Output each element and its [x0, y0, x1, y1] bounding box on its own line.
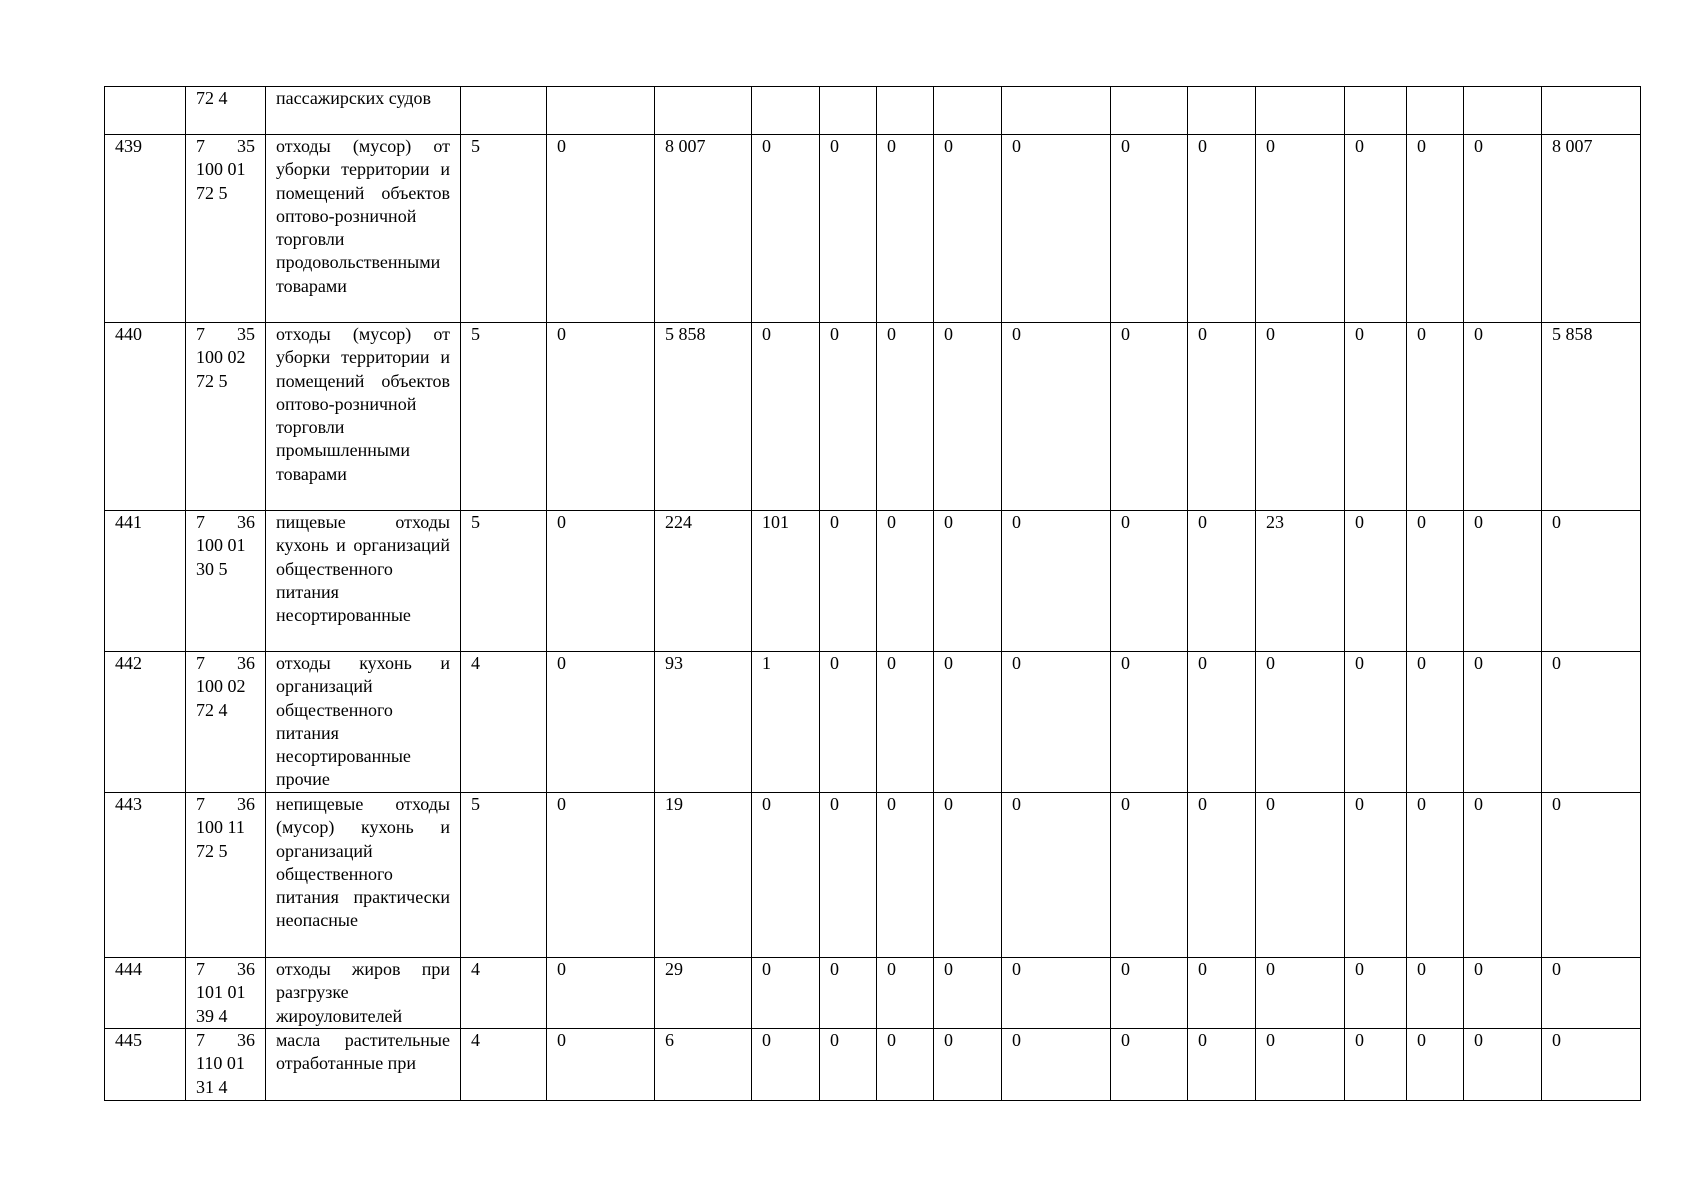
waste-name-cell [266, 511, 461, 652]
waste-name-cell [266, 793, 461, 958]
row-number-cell: 441 [105, 511, 186, 652]
waste-name-text: масла растительные отработанные при [276, 1030, 450, 1074]
value-cell: 0 [934, 323, 1002, 511]
code-line: 72 5 [196, 182, 228, 203]
waste-name-text: отходы (мусор) от уборки территории и помещений объектов оптово-розничной торговли продовольственными товарами [276, 136, 450, 296]
code-part: 7 [196, 959, 205, 979]
value-cell: 0 [1464, 1029, 1542, 1101]
value-cell: 0 [1542, 511, 1641, 652]
value-cell: 0 [1542, 793, 1641, 958]
value-cell: 29 [655, 958, 752, 1029]
value-cell: 5 858 [655, 323, 752, 511]
value-cell: 0 [1111, 958, 1188, 1029]
value-cell: 0 [1464, 511, 1542, 652]
value-cell: 0 [1256, 135, 1345, 323]
value-cell: 0 [1002, 652, 1111, 793]
value-cell: 0 [547, 958, 655, 1029]
waste-name-text: отходы кухонь и организаций общественного питания несортированные прочие [276, 653, 450, 790]
code-part: 7 [196, 512, 205, 532]
value-cell: 0 [1002, 793, 1111, 958]
value-cell: 0 [1345, 958, 1407, 1029]
code-part: 7 [196, 324, 205, 344]
value-cell: 0 [1256, 323, 1345, 511]
code-line [196, 1029, 255, 1052]
value-cell: 0 [1111, 511, 1188, 652]
code-part: 36 [237, 1030, 255, 1050]
value-cell: 0 [1542, 1029, 1641, 1101]
value-cell: 0 [1345, 793, 1407, 958]
value-cell: 0 [1542, 652, 1641, 793]
value-cell: 8 007 [1542, 135, 1641, 323]
value-cell: 0 [1002, 1029, 1111, 1101]
waste-name-text: отходы жиров при разгрузке жироуловителей [276, 959, 450, 1026]
value-cell: 0 [1464, 135, 1542, 323]
value-cell: 0 [1188, 511, 1256, 652]
value-cell: 19 [655, 793, 752, 958]
value-cell: 0 [547, 511, 655, 652]
code-part: 7 [196, 136, 205, 156]
value-cell: 0 [877, 652, 934, 793]
value-cell: 0 [820, 1029, 877, 1101]
value-cell [1542, 87, 1641, 135]
row-number-cell: 445 [105, 1029, 186, 1101]
value-cell: 0 [1464, 652, 1542, 793]
code-part: 7 [196, 794, 205, 814]
value-cell [1111, 87, 1188, 135]
code-part: 36 [237, 959, 255, 979]
value-cell: 0 [1188, 135, 1256, 323]
value-cell: 23 [1256, 511, 1345, 652]
code-part: 35 [237, 136, 255, 156]
value-cell: 0 [1111, 323, 1188, 511]
value-cell: 5 [461, 135, 547, 323]
value-cell: 0 [877, 323, 934, 511]
table-body [105, 87, 1641, 1101]
waste-name-cell [266, 652, 461, 793]
value-cell [752, 87, 820, 135]
waste-code-cell [186, 87, 266, 135]
value-cell: 0 [1345, 135, 1407, 323]
value-cell: 0 [877, 958, 934, 1029]
value-cell: 93 [655, 652, 752, 793]
value-cell [1407, 87, 1464, 135]
value-cell [877, 87, 934, 135]
table-row [105, 1029, 1641, 1101]
value-cell: 0 [820, 958, 877, 1029]
value-cell: 0 [820, 323, 877, 511]
value-cell: 0 [1111, 793, 1188, 958]
row-number-cell: 442 [105, 652, 186, 793]
value-cell: 0 [1407, 323, 1464, 511]
value-cell: 0 [1111, 652, 1188, 793]
waste-name-text: отходы (мусор) от уборки территории и помещений объектов оптово-розничной торговли промышленными товарами [276, 324, 450, 484]
value-cell: 0 [547, 1029, 655, 1101]
value-cell: 0 [547, 323, 655, 511]
value-cell [1345, 87, 1407, 135]
value-cell: 0 [1002, 323, 1111, 511]
waste-code-cell [186, 793, 266, 958]
value-cell [461, 87, 547, 135]
code-part: 7 [196, 653, 205, 673]
waste-name-cell [266, 135, 461, 323]
table-row [105, 652, 1641, 793]
code-line [196, 652, 255, 675]
value-cell: 0 [547, 793, 655, 958]
value-cell: 0 [820, 511, 877, 652]
value-cell: 0 [820, 652, 877, 793]
value-cell [820, 87, 877, 135]
code-line: 100 11 [196, 817, 245, 838]
waste-name-text: пассажирских судов [276, 88, 432, 108]
value-cell: 0 [1256, 958, 1345, 1029]
table-row [105, 87, 1641, 135]
table-row [105, 793, 1641, 958]
code-part: 35 [237, 324, 255, 344]
row-number-cell: 439 [105, 135, 186, 323]
value-cell: 0 [1345, 1029, 1407, 1101]
code-line: 30 5 [196, 558, 228, 579]
value-cell: 0 [1407, 652, 1464, 793]
value-cell: 0 [1345, 511, 1407, 652]
value-cell: 0 [877, 1029, 934, 1101]
waste-name-cell [266, 87, 461, 135]
value-cell: 0 [934, 652, 1002, 793]
value-cell: 0 [1407, 958, 1464, 1029]
code-line [196, 793, 255, 816]
code-line [196, 511, 255, 534]
value-cell: 0 [1345, 652, 1407, 793]
waste-name-cell [266, 958, 461, 1029]
value-cell: 0 [877, 135, 934, 323]
value-cell: 0 [1464, 323, 1542, 511]
waste-code-cell [186, 511, 266, 652]
value-cell: 0 [752, 1029, 820, 1101]
table-row [105, 135, 1641, 323]
value-cell: 0 [1256, 1029, 1345, 1101]
waste-code-cell [186, 135, 266, 323]
value-cell: 5 [461, 511, 547, 652]
code-part: 36 [237, 512, 255, 532]
value-cell: 0 [1002, 135, 1111, 323]
value-cell: 0 [752, 958, 820, 1029]
value-cell: 6 [655, 1029, 752, 1101]
code-line: 100 02 [196, 347, 246, 368]
waste-name-cell [266, 1029, 461, 1101]
code-part: 7 [196, 1030, 205, 1050]
code-line: 72 4 [196, 699, 228, 720]
row-number-cell: 440 [105, 323, 186, 511]
value-cell: 4 [461, 652, 547, 793]
value-cell: 0 [1407, 511, 1464, 652]
row-number-cell [105, 87, 186, 135]
value-cell [1002, 87, 1111, 135]
value-cell: 0 [547, 652, 655, 793]
value-cell: 0 [1188, 323, 1256, 511]
value-cell: 0 [934, 1029, 1002, 1101]
value-cell: 0 [1256, 793, 1345, 958]
value-cell: 0 [820, 135, 877, 323]
value-cell: 0 [877, 511, 934, 652]
value-cell [1256, 87, 1345, 135]
value-cell [1188, 87, 1256, 135]
waste-table [104, 86, 1641, 1101]
value-cell: 0 [1111, 135, 1188, 323]
waste-code-cell [186, 652, 266, 793]
value-cell: 0 [934, 135, 1002, 323]
value-cell [1464, 87, 1542, 135]
value-cell: 0 [1188, 652, 1256, 793]
row-number-cell: 443 [105, 793, 186, 958]
value-cell: 0 [877, 793, 934, 958]
value-cell: 0 [1542, 958, 1641, 1029]
value-cell: 224 [655, 511, 752, 652]
value-cell: 0 [752, 793, 820, 958]
waste-name-text: непищевые отходы (мусор) кухонь и организаций общественного питания практически неопасные [276, 794, 450, 931]
code-line [196, 135, 255, 158]
waste-name-cell [266, 323, 461, 511]
value-cell: 0 [1188, 793, 1256, 958]
table-row [105, 511, 1641, 652]
value-cell: 0 [1407, 793, 1464, 958]
value-cell: 101 [752, 511, 820, 652]
code-part: 36 [237, 653, 255, 673]
value-cell: 0 [820, 793, 877, 958]
value-cell: 0 [934, 793, 1002, 958]
value-cell: 4 [461, 958, 547, 1029]
value-cell: 0 [1111, 1029, 1188, 1101]
waste-code-cell [186, 958, 266, 1029]
value-cell: 8 007 [655, 135, 752, 323]
value-cell [934, 87, 1002, 135]
code-line [196, 323, 255, 346]
value-cell: 0 [1188, 1029, 1256, 1101]
value-cell: 4 [461, 1029, 547, 1101]
value-cell: 0 [1002, 511, 1111, 652]
waste-code-cell [186, 1029, 266, 1101]
code-line: 100 01 [196, 535, 246, 556]
code-line: 31 4 [196, 1076, 228, 1097]
value-cell: 0 [934, 511, 1002, 652]
code-line: 72 5 [196, 840, 228, 861]
table-row [105, 323, 1641, 511]
code-line: 72 5 [196, 370, 228, 391]
code-line [196, 958, 255, 981]
value-cell: 0 [1464, 793, 1542, 958]
value-cell: 5 858 [1542, 323, 1641, 511]
value-cell: 0 [752, 135, 820, 323]
value-cell: 0 [1188, 958, 1256, 1029]
code-line: 72 4 [196, 88, 228, 108]
row-number-cell: 444 [105, 958, 186, 1029]
table-row [105, 958, 1641, 1029]
value-cell: 0 [1345, 323, 1407, 511]
value-cell: 5 [461, 323, 547, 511]
value-cell: 0 [1002, 958, 1111, 1029]
code-line: 110 01 [196, 1053, 245, 1074]
code-line: 100 02 [196, 676, 246, 697]
value-cell: 0 [1464, 958, 1542, 1029]
code-line: 39 4 [196, 1005, 228, 1026]
code-part: 36 [237, 794, 255, 814]
value-cell: 0 [1407, 135, 1464, 323]
value-cell: 0 [1256, 652, 1345, 793]
value-cell: 0 [1407, 1029, 1464, 1101]
value-cell: 0 [934, 958, 1002, 1029]
value-cell [547, 87, 655, 135]
waste-code-cell [186, 323, 266, 511]
value-cell [655, 87, 752, 135]
value-cell: 0 [752, 323, 820, 511]
value-cell: 5 [461, 793, 547, 958]
waste-name-text: пищевые отходы кухонь и организаций общественного питания несортированные [276, 512, 450, 626]
value-cell: 0 [547, 135, 655, 323]
value-cell: 1 [752, 652, 820, 793]
code-line: 100 01 [196, 159, 246, 180]
code-line: 101 01 [196, 982, 246, 1003]
